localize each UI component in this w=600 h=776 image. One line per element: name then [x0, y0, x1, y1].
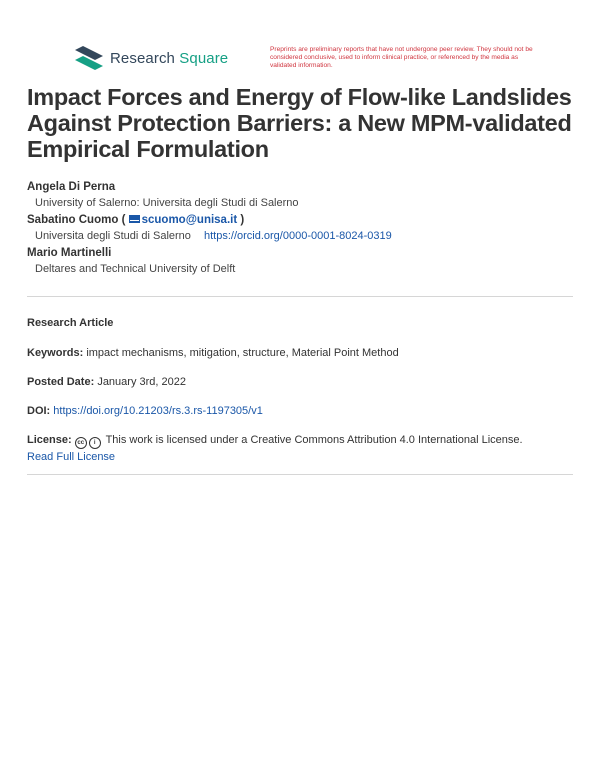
author-name: Angela Di Perna: [27, 181, 116, 193]
doi: DOI: https://doi.org/10.21203/rs.3.rs-1197305/v1: [27, 405, 263, 417]
posted-date: Posted Date: January 3rd, 2022: [27, 376, 186, 388]
author-name: Sabatino Cuomo ( scuomo@unisa.it ): [27, 214, 245, 226]
keywords: Keywords: impact mechanisms, mitigation, structure, Material Point Method: [27, 347, 399, 359]
preprint-disclaimer: Preprints are preliminary reports that have not undergone peer review. They should not be considered conclusive, used to inform clinical practice, or referenced by the media as validated information.: [270, 46, 533, 69]
logo-text: Research Square: [110, 49, 229, 67]
research-square-logo[interactable]: [75, 46, 228, 70]
license: License: cc i This work is licensed under a Creative Commons Attribution 4.0 International License. Read Full License: [27, 434, 523, 463]
section-divider: [27, 296, 573, 297]
author-list: [27, 179, 573, 278]
section-divider: [27, 474, 573, 475]
paper-title: Impact Forces and Energy of Flow-like Landslides Against Protection Barriers: a New MPM-validated Empirical Formulation: [27, 84, 572, 162]
author-name: Mario Martinelli: [27, 247, 112, 259]
read-full-license-link[interactable]: Read Full License: [27, 451, 116, 463]
author-affiliation: University of Salerno: Universita degli Studi di Salerno: [35, 197, 299, 209]
research-square-logo-icon: [75, 46, 103, 70]
author-affiliation: Universita degli Studi di Salerno https://orcid.org/0000-0001-8024-0319: [35, 230, 392, 242]
doi-link[interactable]: https://doi.org/10.21203/rs.3.rs-1197305/v1: [53, 405, 263, 417]
author-affiliation: Deltares and Technical University of Delft: [35, 263, 236, 275]
envelope-icon: [129, 215, 140, 223]
creative-commons-icon: cc: [75, 437, 87, 449]
author-email-link[interactable]: scuomo@unisa.it: [141, 214, 238, 226]
orcid-link[interactable]: https://orcid.org/0000-0001-8024-0319: [203, 230, 392, 242]
attribution-icon: i: [89, 437, 101, 449]
article-type: Research Article: [27, 317, 114, 329]
